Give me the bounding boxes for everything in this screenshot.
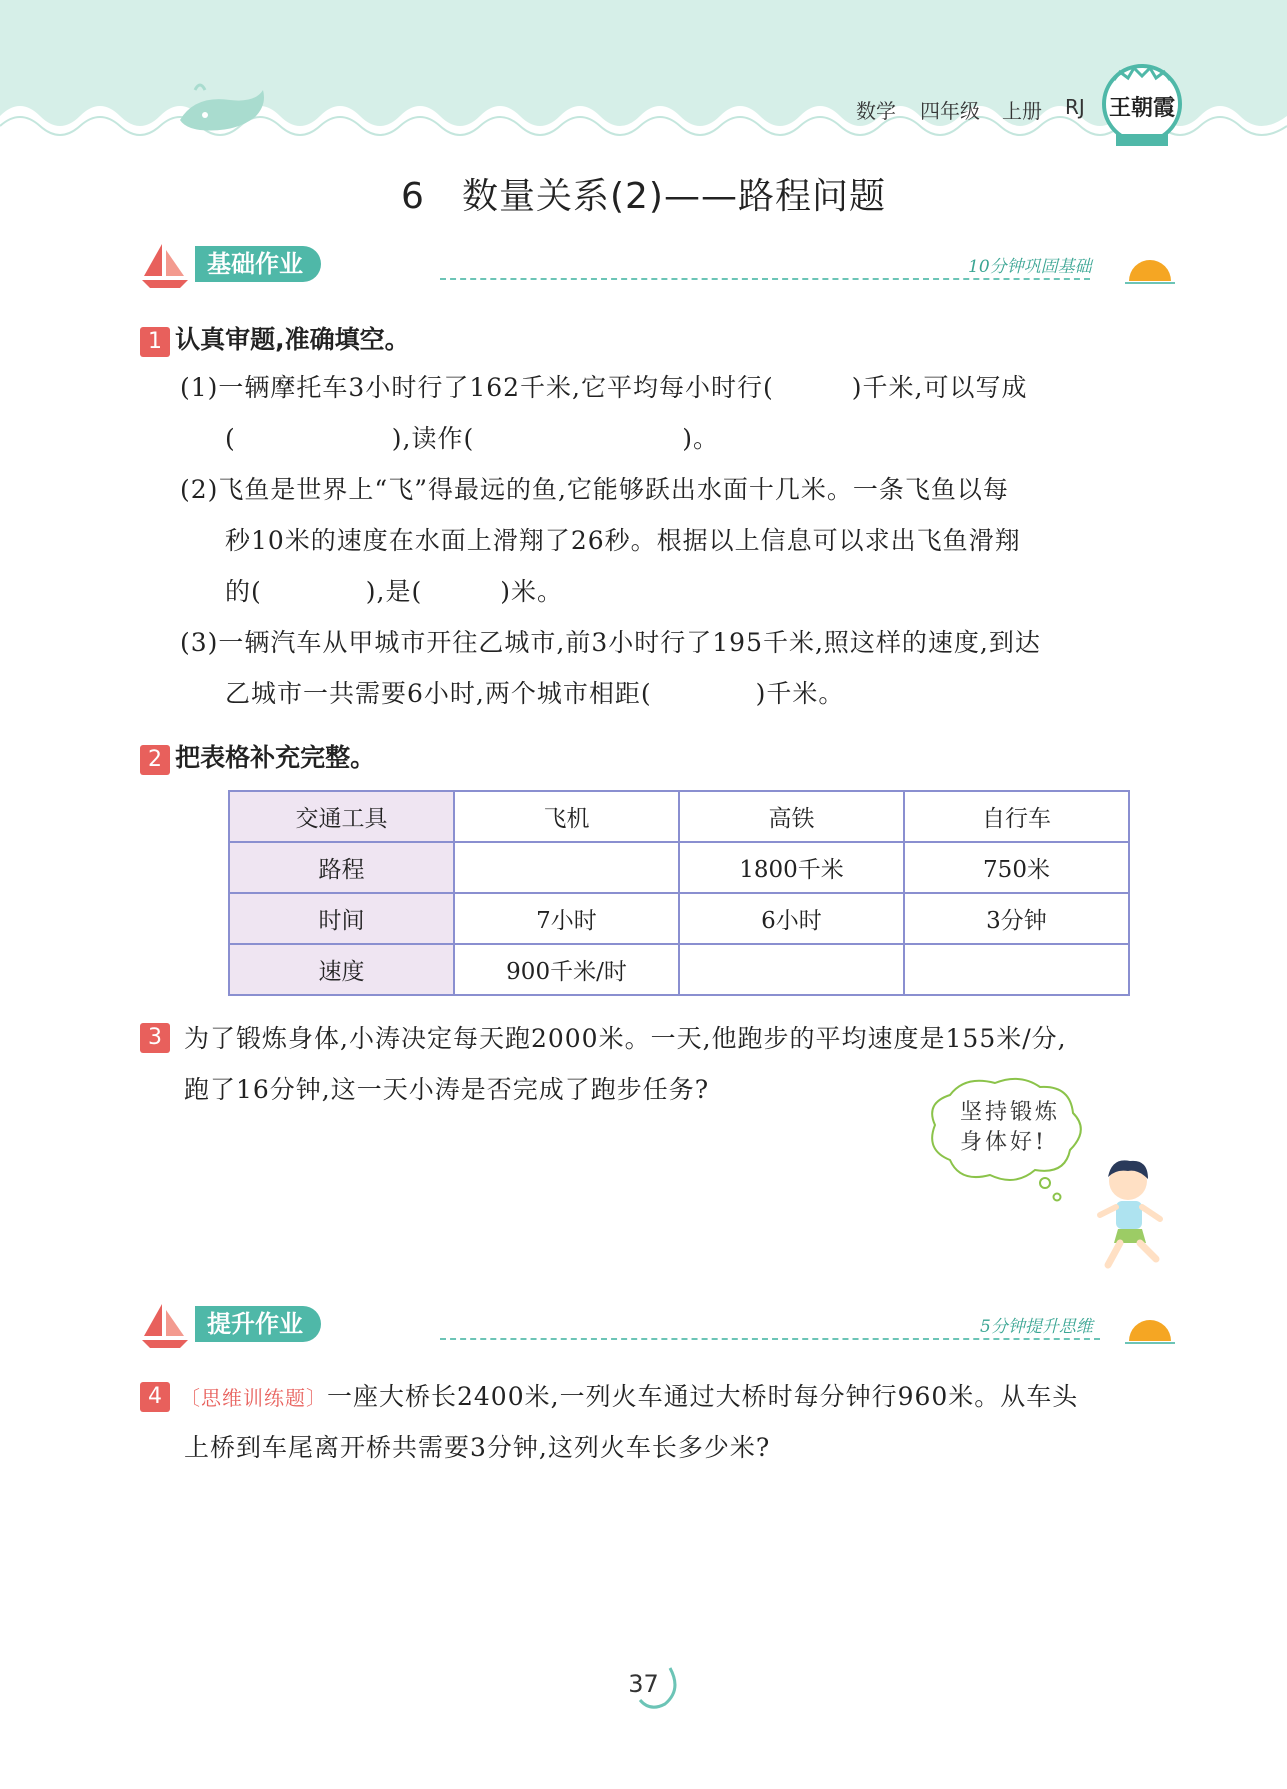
section-banner-advanced (140, 1300, 1175, 1350)
question-number: 4 (140, 1382, 170, 1412)
page-title: 6 数量关系(2)——路程问题 (401, 176, 886, 217)
table-row (229, 842, 1129, 893)
table-cell-blank (454, 842, 679, 893)
q1-line: (1)一辆摩托车3小时行了162千米,它平均每小时行( )千米,可以写成 (180, 373, 1028, 402)
table-cell: 1800千米 (679, 842, 904, 893)
q4-line-1 (180, 1371, 1078, 1424)
banner-divider (440, 1338, 1100, 1340)
section-label-basic: 基础作业 (195, 246, 321, 282)
section-label-advanced: 提升作业 (195, 1306, 321, 1342)
bubble-text (960, 1098, 1060, 1158)
section-banner-basic (140, 240, 1175, 290)
question-1-heading (140, 320, 410, 357)
table-row-label: 时间 (229, 893, 454, 944)
table-cell-blank (679, 944, 904, 995)
banner-divider (440, 278, 1090, 280)
question-2-heading (140, 738, 375, 775)
q1-line: 秒10米的速度在水面上滑翔了26秒。根据以上信息可以求出飞鱼滑翔 (225, 526, 1021, 555)
question-number: 1 (140, 327, 170, 357)
transport-table (228, 790, 1130, 996)
bubble-line: 身体好! (960, 1130, 1047, 1155)
q1-line: 乙城市一共需要6小时,两个城市相距( )千米。 (225, 679, 845, 708)
table-row-label: 路程 (229, 842, 454, 893)
table-header-cell: 交通工具 (229, 791, 454, 842)
sailboat-icon (140, 240, 190, 290)
question-3-number (140, 1023, 170, 1053)
q1-line: (2)飞鱼是世界上“飞”得最远的鱼,它能够跃出水面十几米。一条飞鱼以每 (180, 475, 1009, 504)
sunrise-icon (1125, 1315, 1175, 1347)
sunrise-icon (1125, 255, 1175, 287)
question-number: 2 (140, 745, 170, 775)
bubble-line: 坚持锻炼 (960, 1100, 1061, 1125)
question-4-number (140, 1382, 170, 1412)
table-row-label: 速度 (229, 944, 454, 995)
q1-line: 的( ),是( )米。 (225, 577, 563, 606)
q3-line: 跑了16分钟,这一天小涛是否完成了跑步任务? (184, 1075, 710, 1104)
table-row (229, 893, 1129, 944)
table-cell: 7小时 (454, 893, 679, 944)
q4-text: 一座大桥长2400米,一列火车通过大桥时每分钟行960米。从车头 (327, 1382, 1079, 1411)
table-cell: 900千米/时 (454, 944, 679, 995)
page-number: 37 (628, 1670, 659, 1698)
table-header-cell: 自行车 (904, 791, 1129, 842)
table-row (229, 944, 1129, 995)
brand-logo (1100, 58, 1184, 150)
logo-text: 王朝霞 (1108, 95, 1175, 121)
q4-line: 上桥到车尾离开桥共需要3分钟,这列火车长多少米? (184, 1433, 771, 1462)
table-header-cell: 飞机 (454, 791, 679, 842)
question-number: 3 (140, 1023, 170, 1053)
question-heading: 认真审题,准确填空。 (175, 325, 410, 354)
header-edition: RJ (1065, 95, 1085, 119)
q1-line: (3)一辆汽车从甲城市开往乙城市,前3小时行了195千米,照这样的速度,到达 (180, 628, 1041, 657)
section-tag-basic: 10分钟巩固基础 (968, 257, 1092, 277)
whale-icon (175, 75, 275, 135)
sailboat-icon (140, 1300, 190, 1350)
header-subject: 数学 (856, 99, 896, 123)
table-cell: 750米 (904, 842, 1129, 893)
table-header-row (229, 791, 1129, 842)
table-cell-blank (904, 944, 1129, 995)
question-heading: 把表格补充完整。 (175, 743, 376, 772)
section-tag-advanced: 5分钟提升思维 (980, 1317, 1093, 1337)
header-volume: 上册 (1002, 99, 1042, 123)
table-cell: 6小时 (679, 893, 904, 944)
running-boy-illustration (1090, 1155, 1175, 1275)
q3-line: 为了锻炼身体,小涛决定每天跑2000米。一天,他跑步的平均速度是155米/分, (184, 1024, 1067, 1053)
page-number-swirl-decoration (630, 1660, 680, 1710)
table-header-cell: 高铁 (679, 791, 904, 842)
table-cell: 3分钟 (904, 893, 1129, 944)
q1-line: ( ),读作( )。 (225, 424, 719, 453)
header-grade: 四年级 (920, 99, 980, 123)
thinking-training-tag: 〔思维训练题〕 (180, 1386, 327, 1410)
